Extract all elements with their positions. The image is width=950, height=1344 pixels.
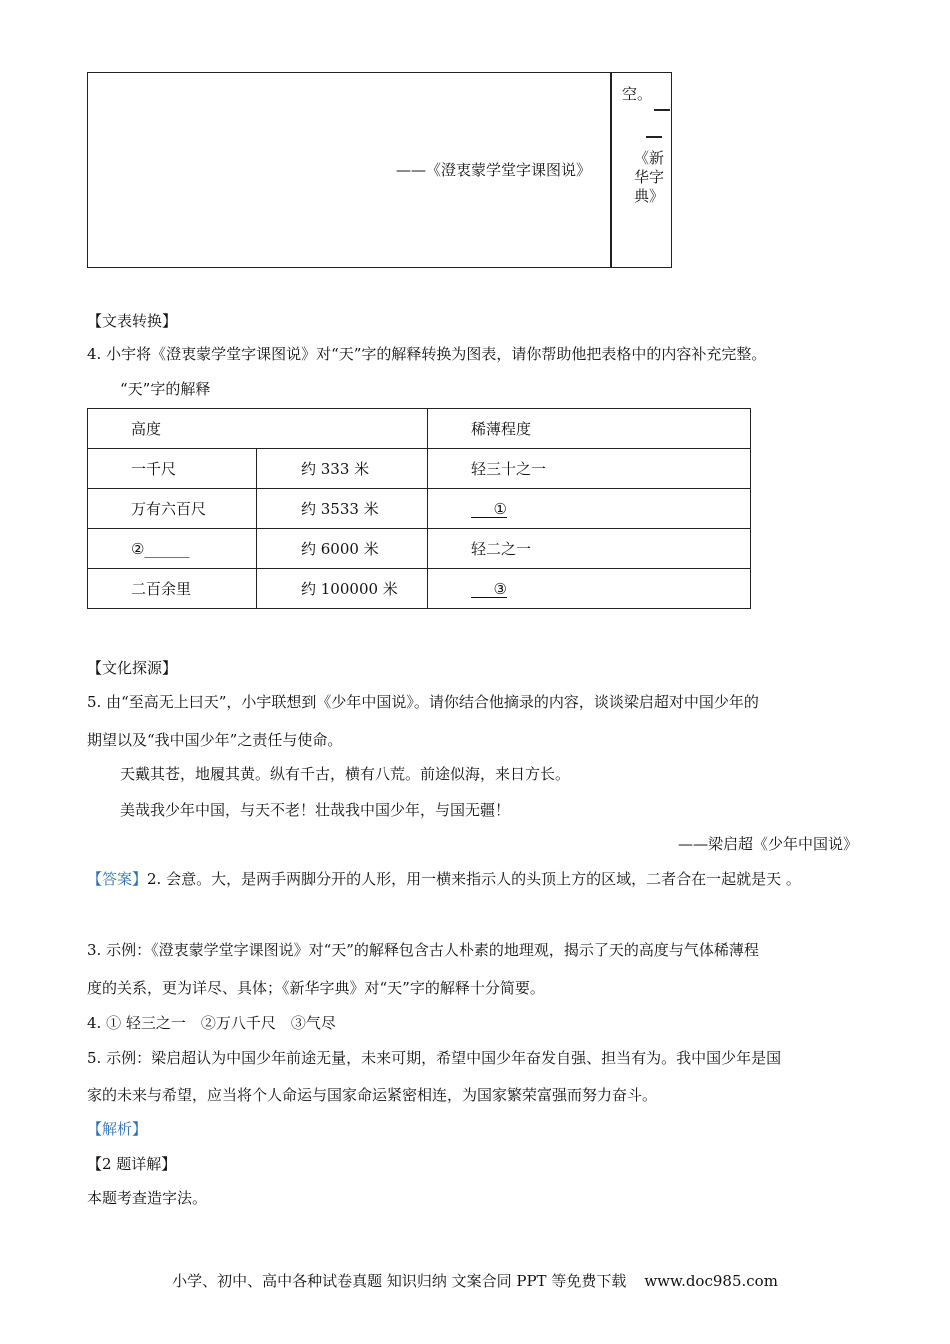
right-column-text: 空。	[622, 85, 653, 103]
table-row	[88, 489, 751, 529]
answer-2: 2. 会意。大，是两手两脚分开的人形，用一横来指示人的头顶上方的区域，二者合在一起就是天 。	[147, 870, 801, 888]
table-row	[88, 449, 751, 489]
quote-line1: 天戴其苍，地履其黄。纵有千古，横有八荒。前途似海，来日方长。	[120, 765, 571, 783]
answer-3-line1: 3. 示例：《澄衷蒙学堂字课图说》对“天”的解释包含古人朴素的地理观，揭示了天的高度与气体稀薄程	[87, 941, 759, 959]
cell-meters: 约 333 米	[257, 449, 428, 489]
cell-thinness: 轻三十之一	[428, 449, 751, 489]
quote-line2: 美哉我少年中国，与天不老！壮哉我中国少年，与国无疆！	[120, 801, 511, 819]
section-heading-wenbiao: 【文表转换】	[87, 312, 178, 330]
cell-chi: 二百余里	[88, 569, 257, 609]
cell-meters: 约 3533 米	[257, 489, 428, 529]
question-5-line1: 5. 由“至高无上曰天”，小宇联想到《少年中国说》。请你结合他摘录的内容，谈谈梁启超对中国少年的	[87, 693, 759, 711]
cell-chi: 万有六百尺	[88, 489, 257, 529]
header-thinness: 稀薄程度	[428, 409, 751, 449]
cell-meters: 约 6000 米	[257, 529, 428, 569]
cell-blank-1	[428, 489, 751, 529]
footer-text: 小学、初中、高中各种试卷真题 知识归纳 文案合同 PPT 等免费下载	[172, 1272, 627, 1290]
quote-source: ——梁启超《少年中国说》	[677, 835, 858, 853]
question-4: 4. 小宇将《澄衷蒙学堂字课图说》对“天”字的解释转换为图表，请你帮助他把表格中的内容补充完整。	[87, 345, 767, 363]
comparison-box	[87, 72, 672, 268]
blank-1: ___①	[471, 499, 507, 518]
cell-blank-3	[428, 569, 751, 609]
answer-5-line1: 5. 示例：梁启超认为中国少年前途无量，未来可期，希望中国少年奋发自强、担当有为。我中国少年是国	[87, 1049, 782, 1067]
section-heading-wenhua: 【文化探源】	[87, 659, 178, 677]
answer-5-line2: 家的未来与希望，应当将个人命运与国家命运紧密相连，为国家繁荣富强而努力奋斗。	[87, 1086, 658, 1104]
source-citation-chengzhong: ——《澄衷蒙学堂字课图说》	[395, 161, 591, 179]
analysis-label: 【解析】	[87, 1120, 148, 1138]
right-column	[612, 73, 672, 267]
table-row	[88, 569, 751, 609]
blank-3: ___③	[471, 579, 507, 598]
cell-thinness: 轻二之一	[428, 529, 751, 569]
answer-label: 【答案】	[87, 870, 148, 888]
header-height: 高度	[88, 409, 428, 449]
table-header-row	[88, 409, 751, 449]
question-2-detail: 本题考查造字法。	[87, 1189, 208, 1207]
dash-mark	[654, 109, 670, 111]
cell-meters: 约 100000 米	[257, 569, 428, 609]
question-5-line2: 期望以及“我中国少年”之责任与使命。	[87, 731, 343, 749]
question-2-detail-label: 【2 题详解】	[87, 1155, 177, 1173]
answer-4: 4. ① 轻三之一 ②万八千尺 ③气尽	[87, 1014, 336, 1032]
answer-2-line	[87, 868, 801, 889]
table-title: “天”字的解释	[120, 380, 211, 398]
cell-blank-2: ②______	[88, 529, 257, 569]
table-row	[88, 529, 751, 569]
explanation-table	[87, 408, 751, 609]
dash-mark	[646, 136, 662, 138]
footer-url[interactable]: www.doc985.com	[644, 1272, 778, 1290]
answer-3-line2: 度的关系，更为详尽、具体；《新华字典》对“天”字的解释十分简要。	[87, 979, 545, 997]
page-footer	[0, 1270, 950, 1291]
source-citation-xinhua: 《新华字典》	[633, 149, 664, 205]
cell-chi: 一千尺	[88, 449, 257, 489]
